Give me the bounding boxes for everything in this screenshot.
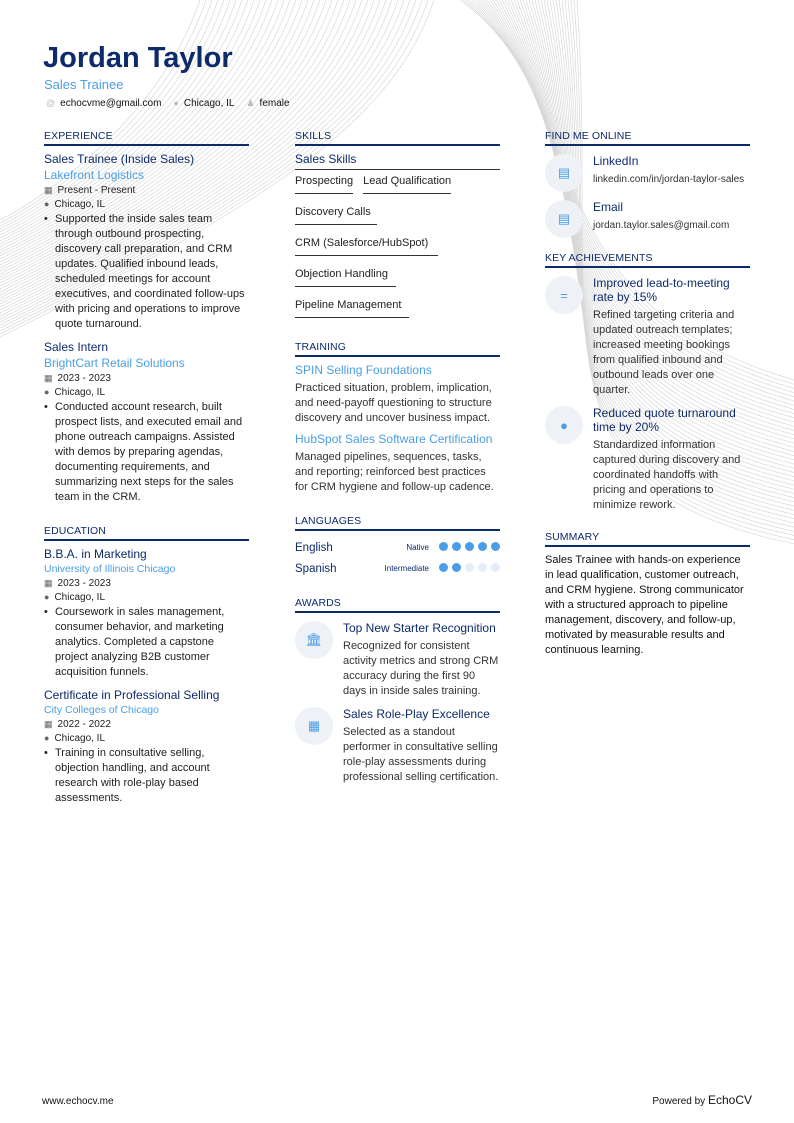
location-pin-icon: ●: [44, 733, 50, 743]
achievement-item: [545, 274, 750, 398]
location-pin-icon: ●: [44, 592, 50, 602]
rating-dot: [478, 563, 487, 572]
section-heading: EDUCATION: [44, 525, 249, 541]
location: Chicago, IL: [54, 592, 106, 603]
training-description: Practiced situation, problem, implication, and need-payoff questioning to structure discovery and uncover business impact.: [295, 382, 492, 424]
section-heading: SKILLS: [295, 130, 500, 146]
rating-dot: [478, 542, 487, 551]
bullet: • Conducted account research, built prospect lists, and executed email and phone outreach campaigns. Assisted with demos by preparing agendas, documenting requirements, and summarizing next steps for the sales team in the CRM.: [44, 400, 249, 505]
achievement-title: Reduced quote turnaround time by 20%: [593, 406, 736, 434]
language-level: Intermediate: [384, 564, 429, 573]
languages-section: [295, 515, 500, 579]
location: Chicago, IL: [54, 387, 106, 398]
language-name: Spanish: [295, 562, 337, 575]
link-label: LinkedIn: [593, 154, 639, 168]
skill-group-title: Sales Skills: [295, 152, 500, 170]
education-section: [44, 525, 249, 806]
degree: Certificate in Professional Selling: [44, 688, 220, 702]
degree: B.B.A. in Marketing: [44, 547, 147, 561]
rating-dot: [452, 542, 461, 551]
calendar-icon: ▦: [44, 185, 53, 195]
person-icon: ♟: [246, 98, 255, 108]
middle-column: [295, 130, 500, 799]
dates: 2023 - 2023: [57, 578, 111, 589]
achievement-item: [545, 404, 750, 513]
rating-dot: [452, 563, 461, 572]
section-heading: FIND ME ONLINE: [545, 130, 750, 146]
skill-chip: Lead Qualification: [363, 170, 451, 194]
location: Chicago, IL: [54, 733, 106, 744]
awards-section: [295, 597, 500, 785]
summary-text: Sales Trainee with hands-on experience in lead qualification, customer outreach, and CRM hygiene. Strong communicator with a structured approach to pipeline management, discovery, and follow-up, motivated by measurable results and continuous learning.: [545, 554, 744, 656]
calendar-icon: ▦: [44, 719, 53, 729]
gender: female: [259, 98, 290, 109]
bank-icon: 🏛: [295, 621, 333, 659]
at-icon: @: [46, 98, 56, 108]
award-item: [295, 705, 500, 785]
bullet: • Coursework in sales management, consumer behavior, and marketing analytics. Completed a capstone project analyzing B2B customer acquisition funnels.: [44, 605, 249, 680]
dates: 2023 - 2023: [57, 373, 111, 384]
rating-dot: [439, 563, 448, 572]
training-title: SPIN Selling Foundations: [295, 363, 432, 377]
company: BrightCart Retail Solutions: [44, 356, 185, 370]
link-url[interactable]: linkedin.com/in/jordan-taylor-sales: [593, 174, 745, 185]
candidate-title: Sales Trainee: [44, 77, 124, 92]
dates: Present - Present: [57, 185, 136, 196]
footer-powered: [652, 1093, 752, 1107]
email[interactable]: echocvme@gmail.com: [60, 98, 162, 109]
online-item: [545, 198, 750, 238]
job-title: Sales Intern: [44, 340, 109, 354]
right-column: [545, 130, 750, 672]
rating-dot: [491, 563, 500, 572]
section-heading: EXPERIENCE: [44, 130, 249, 146]
email-icon: ▤: [545, 200, 583, 238]
language-name: English: [295, 541, 333, 554]
company: Lakefront Logistics: [44, 168, 145, 182]
experience-item: [44, 340, 249, 505]
candidate-name: Jordan Taylor: [43, 42, 233, 74]
training-title: HubSpot Sales Software Certification: [295, 432, 493, 446]
bullet: • Training in consultative selling, objection handling, and account research with role-play based assessments.: [44, 746, 249, 806]
section-heading: AWARDS: [295, 597, 500, 613]
left-column: [44, 130, 249, 820]
education-item: [44, 547, 249, 680]
achievement-description: Standardized information captured during discovery and coordinated handoffs with pricing and operations to minimize rework.: [593, 439, 741, 511]
dates: 2022 - 2022: [57, 719, 111, 730]
section-heading: SUMMARY: [545, 531, 750, 547]
rating-dot: [491, 542, 500, 551]
training-section: [295, 341, 500, 495]
skill-chip: CRM (Salesforce/HubSpot): [295, 232, 438, 256]
rating-dots: [435, 563, 500, 575]
achievement-description: Refined targeting criteria and updated outreach templates; increased meeting bookings from qualified inbound and outbound leads over one quarter.: [593, 309, 735, 396]
section-heading: KEY ACHIEVEMENTS: [545, 252, 750, 268]
badge-icon: ●: [545, 406, 583, 444]
brand-logo[interactable]: EchoCV: [707, 1093, 752, 1107]
summary-section: [545, 531, 750, 658]
training-description: Managed pipelines, sequences, tasks, and reporting; reinforced best practices for CRM hygiene and follow-up cadence.: [295, 451, 494, 493]
achievements-section: [545, 252, 750, 513]
location-pin-icon: ●: [173, 98, 179, 108]
location-pin-icon: ●: [44, 199, 50, 209]
skill-list: [295, 170, 500, 325]
school: City Colleges of Chicago: [44, 704, 159, 716]
link-url[interactable]: jordan.taylor.sales@gmail.com: [593, 220, 730, 231]
school: University of Illinois Chicago: [44, 563, 176, 575]
calendar-icon: ▦: [44, 578, 53, 588]
section-heading: TRAINING: [295, 341, 500, 357]
location: Chicago, IL: [183, 98, 235, 109]
achievement-title: Improved lead-to-meeting rate by 15%: [593, 276, 730, 304]
link-label: Email: [593, 200, 624, 214]
language-row: [295, 537, 500, 558]
skill-chip: Prospecting: [295, 170, 353, 194]
skill-chip: Pipeline Management: [295, 294, 409, 318]
language-row: [295, 558, 500, 579]
calendar-icon: ▦: [44, 373, 53, 383]
equals-icon: =: [545, 276, 583, 314]
calendar-icon: ▦: [295, 707, 333, 745]
powered-by-label: Powered by: [652, 1096, 706, 1107]
skill-chip: Objection Handling: [295, 263, 396, 287]
rating-dot: [465, 563, 474, 572]
location-pin-icon: ●: [44, 387, 50, 397]
linkedin-icon: ▤: [545, 154, 583, 192]
award-title: Top New Starter Recognition: [343, 621, 496, 635]
award-title: Sales Role-Play Excellence: [343, 707, 490, 721]
language-level: Native: [406, 543, 429, 552]
location: Chicago, IL: [54, 199, 106, 210]
online-item: [545, 152, 750, 192]
award-description: Selected as a standout performer in consultative selling role-play assessments during professional selling certification.: [343, 726, 499, 783]
award-description: Recognized for consistent activity metrics and strong CRM accuracy during the first 90 days in inside sales training.: [343, 640, 499, 697]
skills-section: [295, 130, 500, 325]
contact-row: [46, 98, 290, 109]
rating-dots: [435, 542, 500, 554]
award-item: [295, 619, 500, 699]
skill-chip: Discovery Calls: [295, 201, 377, 225]
rating-dot: [439, 542, 448, 551]
online-section: [545, 130, 750, 238]
experience-section: [44, 130, 249, 505]
rating-dot: [465, 542, 474, 551]
section-heading: LANGUAGES: [295, 515, 500, 531]
experience-item: [44, 152, 249, 332]
footer-site[interactable]: www.echocv.me: [42, 1096, 114, 1107]
job-title: Sales Trainee (Inside Sales): [44, 152, 195, 166]
education-item: [44, 688, 249, 806]
bullet: • Supported the inside sales team through outbound prospecting, discovery call preparation, and CRM updates. Qualified inbound leads, scheduled meetings for account executives, and coordinated follow-ups with pricing and operations to improve quote turnaround.: [44, 212, 249, 332]
